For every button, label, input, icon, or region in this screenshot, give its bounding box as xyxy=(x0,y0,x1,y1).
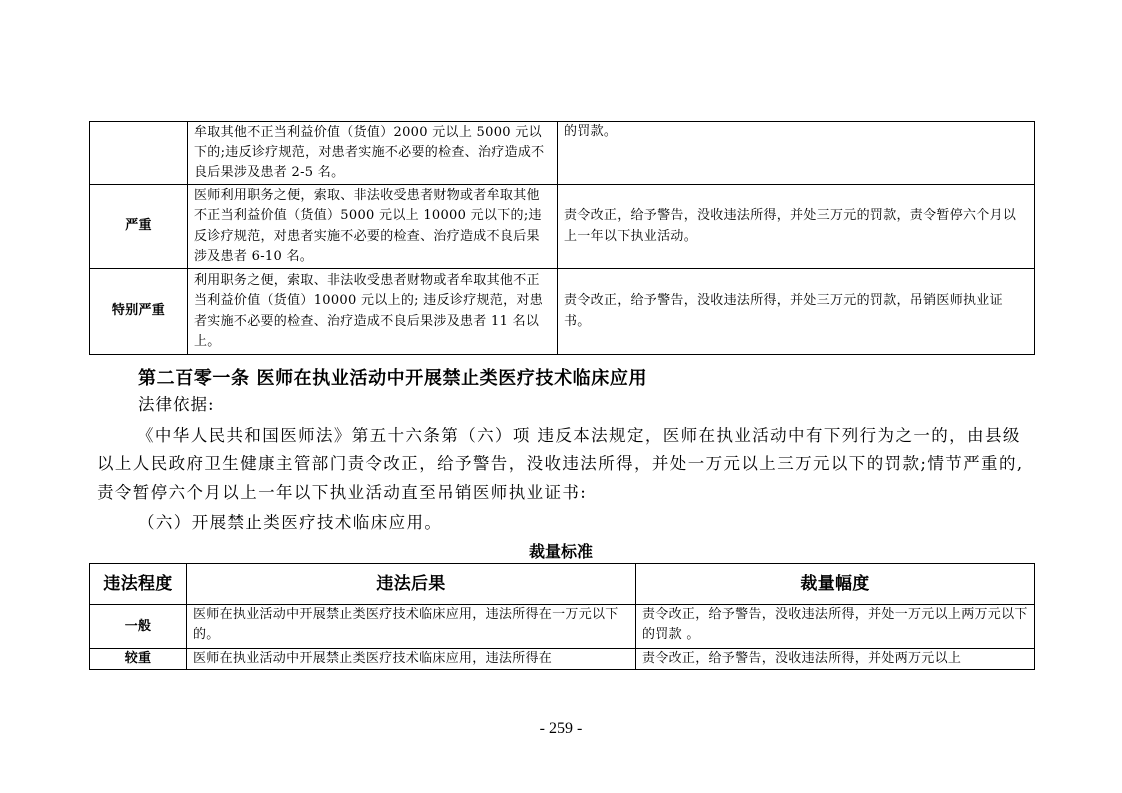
penalty-cell: 责令改正，给予警告，没收违法所得，并处两万元以上 xyxy=(636,649,1035,670)
severity-cell: 严重 xyxy=(90,185,188,269)
table-header-row xyxy=(90,564,1035,605)
consequence-cell: 医师利用职务之便，索取、非法收受患者财物或者牟取其他不正当利益价值（货值）5000 元以上 10000 元以下的;违反诊疗规范，对患者实施不必要的检查、治疗造成不良后果涉及患者 6-10 名。 xyxy=(188,185,558,269)
page-number: - 259 - xyxy=(539,720,583,737)
severity-cell: 较重 xyxy=(90,649,187,670)
table-row xyxy=(90,122,1035,185)
column-header: 裁量幅度 xyxy=(636,564,1035,605)
law-item: （六）开展禁止类医疗技术临床应用。 xyxy=(138,513,443,532)
table-row xyxy=(90,649,1035,670)
discretion-table-continued xyxy=(89,121,1035,355)
table-caption: 裁量标准 xyxy=(528,542,593,561)
column-header: 违法后果 xyxy=(187,564,636,605)
article-heading: 第二百零一条 医师在执业活动中开展禁止类医疗技术临床应用 xyxy=(138,368,648,389)
table-row xyxy=(90,605,1035,649)
consequence-cell: 利用职务之便，索取、非法收受患者财物或者牟取其他不正当利益价值（货值）10000 元以上的; 违反诊疗规范，对患者实施不必要的检查、治疗造成不良后果涉及患者 11 名以上。 xyxy=(188,269,558,355)
severity-cell xyxy=(90,122,188,185)
consequence-cell: 医师在执业活动中开展禁止类医疗技术临床应用，违法所得在一万元以下的。 xyxy=(187,605,636,649)
table-row xyxy=(90,185,1035,269)
discretion-table xyxy=(89,563,1035,670)
consequence-cell: 医师在执业活动中开展禁止类医疗技术临床应用，违法所得在 xyxy=(187,649,636,670)
penalty-cell: 责令改正，给予警告，没收违法所得，并处三万元的罚款，吊销医师执业证书。 xyxy=(558,269,1035,355)
penalty-cell: 责令改正，给予警告，没收违法所得，并处一万元以上两万元以下的罚款 。 xyxy=(636,605,1035,649)
table-row xyxy=(90,269,1035,355)
legal-basis-label: 法律依据: xyxy=(138,395,215,414)
consequence-cell: 牟取其他不正当利益价值（货值）2000 元以上 5000 元以下的;违反诊疗规范，对患者实施不必要的检查、治疗造成不良后果涉及患者 2-5 名。 xyxy=(188,122,558,185)
column-header: 违法程度 xyxy=(90,564,187,605)
severity-cell: 一般 xyxy=(90,605,187,649)
penalty-cell: 责令改正，给予警告，没收违法所得，并处三万元的罚款，责令暂停六个月以上一年以下执业活动。 xyxy=(558,185,1035,269)
severity-cell: 特别严重 xyxy=(90,269,188,355)
penalty-cell: 的罚款。 xyxy=(558,122,1035,185)
law-text: 《中华人民共和国医师法》第五十六条第（六）项 违反本法规定，医师在执业活动中有下列行为之一的，由县级以上人民政府卫生健康主管部门责令改正，给予警告，没收违法所得，并处一万元以上三万元以下的罚款;情节严重的,责令暂停六个月以上一年以下执业活动直至吊销医师执业证书: xyxy=(97,426,1024,502)
